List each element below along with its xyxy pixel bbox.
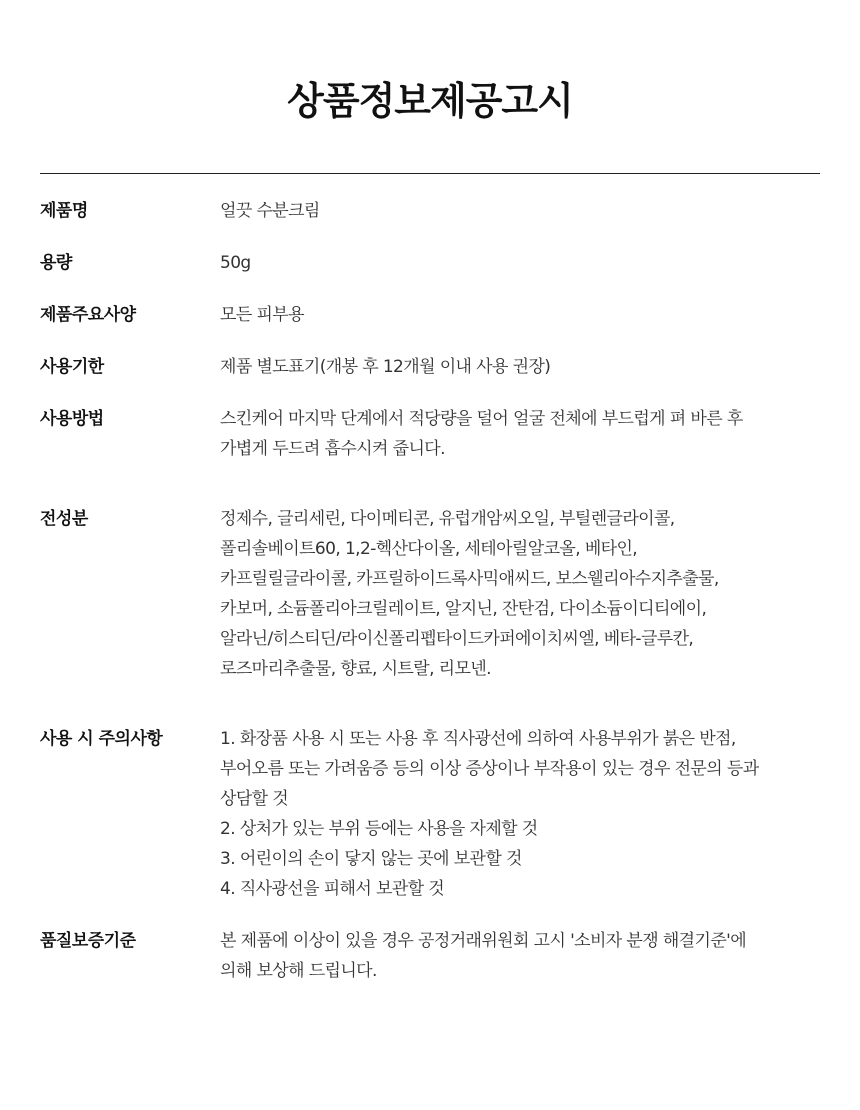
row-value	[220, 926, 820, 986]
row-usage	[40, 404, 820, 464]
value-line: 50g	[220, 253, 251, 273]
value-line: 얼끗 수분크림	[220, 201, 320, 221]
value-line: 가볍게 두드려 흡수시켜 줍니다.	[220, 439, 445, 459]
value-line: 의해 보상해 드립니다.	[220, 961, 377, 981]
value-line: 제품 별도표기(개봉 후 12개월 이내 사용 권장)	[220, 357, 551, 377]
row-value	[220, 196, 820, 226]
page-title: 상품정보제공고시	[287, 79, 573, 123]
row-label: 사용기한	[40, 357, 104, 377]
row-label: 품질보증기준	[40, 931, 136, 951]
value-line: 부어오름 또는 가려움증 등의 이상 증상이나 부작용이 있는 경우 전문의 등과	[220, 759, 759, 779]
value-line: 1. 화장품 사용 시 또는 사용 후 직사광선에 의하여 사용부위가 붉은 반점,	[220, 729, 736, 749]
value-line: 알라닌/히스티딘/라이신폴리펩타이드카퍼에이치씨엘, 베타-글루칸,	[220, 629, 694, 649]
info-list	[40, 196, 820, 986]
title-divider	[40, 173, 820, 174]
row-precautions	[40, 724, 820, 904]
value-line: 카프릴릴글라이콜, 카프릴하이드록사믹애씨드, 보스웰리아수지추출물,	[220, 569, 719, 589]
value-line: 2. 상처가 있는 부위 등에는 사용을 자제할 것	[220, 819, 538, 839]
row-value	[220, 352, 820, 382]
value-line: 정제수, 글리세린, 다이메티콘, 유럽개암씨오일, 부틸렌글라이콜,	[220, 509, 675, 529]
row-value	[220, 248, 820, 278]
row-ingredients	[40, 504, 820, 684]
row-label: 전성분	[40, 509, 88, 529]
row-label: 사용방법	[40, 409, 104, 429]
row-label: 용량	[40, 253, 72, 273]
value-line: 폴리솔베이트60, 1,2-헥산다이올, 세테아릴알코올, 베타인,	[220, 539, 638, 559]
value-line: 본 제품에 이상이 있을 경우 공정거래위원회 고시 '소비자 분쟁 해결기준'에	[220, 931, 747, 951]
row-quality-guarantee	[40, 926, 820, 986]
row-value	[220, 300, 820, 330]
value-line: 로즈마리추출물, 향료, 시트랄, 리모넨.	[220, 659, 491, 679]
row-value	[220, 724, 820, 904]
value-line: 3. 어린이의 손이 닿지 않는 곳에 보관할 것	[220, 849, 522, 869]
value-line: 모든 피부용	[220, 305, 304, 325]
row-label: 제품명	[40, 201, 88, 221]
row-expiry	[40, 352, 820, 382]
value-line: 상담할 것	[220, 789, 289, 809]
row-product-name	[40, 196, 820, 226]
value-line: 4. 직사광선을 피해서 보관할 것	[220, 879, 445, 899]
row-label: 제품주요사양	[40, 305, 136, 325]
row-main-spec	[40, 300, 820, 330]
row-label: 사용 시 주의사항	[40, 729, 163, 749]
value-line: 카보머, 소듐폴리아크릴레이트, 알지닌, 잔탄검, 다이소듐이디티에이,	[220, 599, 707, 619]
row-capacity	[40, 248, 820, 278]
row-value	[220, 504, 820, 684]
row-value	[220, 404, 820, 464]
value-line: 스킨케어 마지막 단계에서 적당량을 덜어 얼굴 전체에 부드럽게 펴 바른 후	[220, 409, 743, 429]
